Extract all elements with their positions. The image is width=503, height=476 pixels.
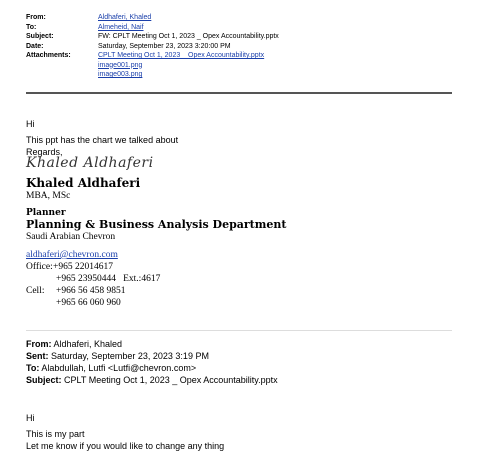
fwd-from-value: Aldhaferi, Khaled bbox=[53, 339, 123, 349]
signature-name: Khaled Aldhaferi bbox=[26, 176, 141, 190]
cell-row bbox=[26, 285, 286, 297]
date-label: Date: bbox=[26, 42, 44, 50]
fwd-body-line: Let me know if you would like to change any thing bbox=[26, 441, 225, 451]
message-body bbox=[26, 118, 178, 158]
subject-label: Subject: bbox=[26, 33, 54, 40]
attachment-link[interactable]: image001.png bbox=[98, 61, 143, 69]
office-label: Office: bbox=[26, 262, 53, 272]
attachments-label: Attachments: bbox=[26, 52, 71, 59]
regards: Regards, bbox=[26, 147, 63, 157]
fwd-subject-value: CPLT Meeting Oct 1, 2023 _ Opex Accountability.pptx bbox=[64, 375, 278, 385]
fwd-greeting: Hi bbox=[26, 413, 35, 423]
cell-label: Cell: bbox=[26, 286, 45, 296]
signature-title: Planner bbox=[26, 208, 66, 218]
signature-department: Planning & Business Analysis Department bbox=[26, 218, 287, 231]
office-row bbox=[26, 261, 286, 273]
subject-value: FW: CPLT Meeting Oct 1, 2023 _ Opex Accountability.pptx bbox=[98, 33, 279, 40]
signature-email[interactable]: aldhaferi@chevron.com bbox=[26, 250, 118, 260]
date-value: Saturday, September 23, 2023 3:20:00 PM bbox=[98, 42, 231, 50]
to-link[interactable]: Almeheid, Naif bbox=[98, 23, 144, 31]
fwd-sent-label: Sent: bbox=[26, 351, 49, 361]
forwarded-body bbox=[26, 412, 224, 452]
fwd-from-label: From: bbox=[26, 339, 52, 349]
greeting: Hi bbox=[26, 119, 35, 129]
body-line: This ppt has the chart we talked about bbox=[26, 135, 179, 145]
forward-divider bbox=[26, 330, 452, 331]
attachment-link[interactable]: image003.png bbox=[98, 71, 143, 78]
cell-phone: +966 56 458 9851 bbox=[56, 286, 126, 296]
from-link[interactable]: Aldhaferi, Khaled bbox=[98, 14, 152, 21]
attachment-link[interactable]: CPLT Meeting Oct 1, 2023 _ Opex Accountability.pptx bbox=[98, 52, 265, 59]
office-phone-ext: +965 23950444 Ext.:4617 bbox=[56, 274, 161, 284]
from-label: From: bbox=[26, 14, 46, 21]
office-phone: +965 22014617 bbox=[53, 262, 113, 272]
fwd-to-label: To: bbox=[26, 363, 40, 373]
signature-company: Saudi Arabian Chevron bbox=[26, 232, 116, 242]
fwd-sent-value: Saturday, September 23, 2023 3:19 PM bbox=[51, 351, 209, 361]
header-date-row bbox=[26, 42, 279, 52]
cell-phone-2: +965 66 060 960 bbox=[56, 298, 121, 308]
email-header bbox=[26, 13, 279, 80]
signature-degrees: MBA, MSc bbox=[26, 191, 71, 201]
signature-block bbox=[26, 176, 286, 309]
fwd-body-line: This is my part bbox=[26, 429, 85, 439]
forwarded-header bbox=[26, 338, 278, 386]
handwritten-signature: Khaled Aldhaferi bbox=[26, 155, 154, 171]
fwd-to-value: Alabdullah, Lutfi <Lutfi@chevron.com> bbox=[41, 363, 197, 373]
header-divider bbox=[26, 92, 452, 94]
header-from-row bbox=[26, 13, 279, 23]
header-to-row bbox=[26, 23, 279, 33]
fwd-subject-label: Subject: bbox=[26, 375, 62, 385]
header-subject-row bbox=[26, 32, 279, 42]
to-label: To: bbox=[26, 23, 37, 31]
header-attachments-row bbox=[26, 51, 279, 80]
